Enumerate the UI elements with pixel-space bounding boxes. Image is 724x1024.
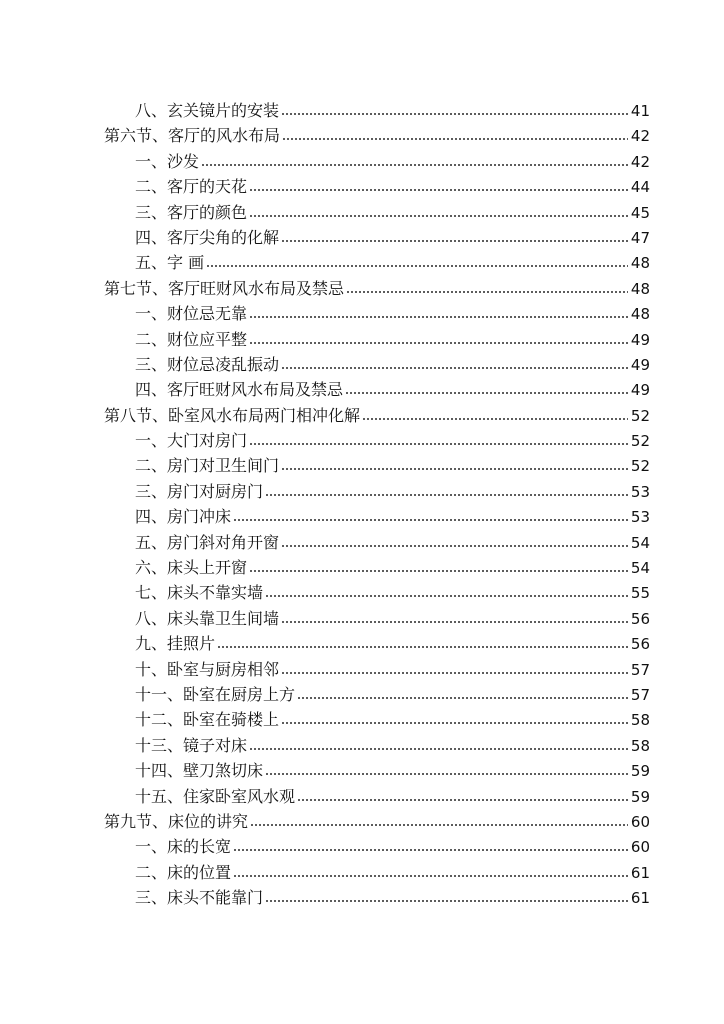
toc-leader-dots [265,772,628,776]
toc-subsection-entry[interactable] [104,301,650,326]
toc-section-entry[interactable] [104,123,650,148]
toc-subsection-entry[interactable] [104,530,650,555]
toc-entry-page-number: 52 [630,406,650,425]
toc-entry-title: 三、财位忌凌乱振动 [135,354,280,374]
toc-subsection-entry[interactable] [104,682,650,707]
toc-entry-page-number: 56 [630,609,650,628]
toc-leader-dots [265,493,628,497]
toc-subsection-entry[interactable] [104,631,650,656]
toc-entry-title: 四、房门冲床 [135,507,232,527]
toc-subsection-entry[interactable] [104,174,650,199]
toc-leader-dots [250,823,628,827]
toc-subsection-entry[interactable] [104,250,650,275]
toc-entry-title: 二、房门对卫生间门 [135,456,280,476]
toc-section-entry[interactable] [104,403,650,428]
toc-leader-dots [206,264,628,268]
toc-entry-title: 第六节、客厅的风水布局 [104,126,281,146]
toc-entry-title: 五、字 画 [135,253,205,273]
toc-entry-page-number: 48 [630,305,650,324]
toc-entry-page-number: 48 [630,279,650,298]
toc-subsection-entry[interactable] [104,657,650,682]
toc-entry-title: 十、卧室与厨房相邻 [135,659,280,679]
toc-subsection-entry[interactable] [104,555,650,580]
toc-subsection-entry[interactable] [104,453,650,478]
toc-entry-page-number: 55 [630,584,650,603]
toc-entry-page-number: 41 [630,102,650,120]
toc-leader-dots [233,848,628,852]
toc-subsection-entry[interactable] [104,504,650,529]
toc-entry-page-number: 56 [630,635,650,654]
toc-entry-title: 十四、壁刀煞切床 [135,761,264,781]
toc-leader-dots [281,620,628,624]
toc-section-entry[interactable] [104,276,650,301]
toc-leader-dots [217,645,628,649]
toc-section-entry[interactable] [104,809,650,834]
toc-entry-title: 二、床的位置 [135,862,232,882]
toc-entry-title: 三、床头不能靠门 [135,888,264,908]
toc-entry-page-number: 49 [630,330,650,349]
toc-subsection-entry[interactable] [104,860,650,885]
toc-subsection-entry[interactable] [104,784,650,809]
toc-entry-title: 第九节、床位的讲究 [104,811,249,831]
toc-entry-title: 八、玄关镜片的安装 [135,101,280,120]
table-of-contents [104,98,650,911]
toc-leader-dots [265,594,628,598]
toc-entry-page-number: 59 [630,787,650,806]
toc-entry-title: 五、房门斜对角开窗 [135,532,280,552]
toc-entry-title: 一、沙发 [135,151,200,171]
toc-entry-title: 四、客厅尖角的化解 [135,227,280,247]
toc-leader-dots [297,696,628,700]
toc-entry-title: 第七节、客厅旺财风水布局及禁忌 [104,278,345,298]
toc-leader-dots [233,518,628,522]
toc-entry-page-number: 54 [630,533,650,552]
toc-entry-title: 四、客厅旺财风水布局及禁忌 [135,380,344,400]
toc-subsection-entry[interactable] [104,327,650,352]
toc-subsection-entry[interactable] [104,377,650,402]
toc-entry-title: 二、客厅的天花 [135,177,248,197]
toc-entry-title: 一、床的长宽 [135,837,232,857]
toc-leader-dots [282,137,628,141]
toc-entry-page-number: 53 [630,508,650,527]
toc-leader-dots [249,442,628,446]
toc-entry-page-number: 60 [630,838,650,857]
toc-entry-page-number: 58 [630,736,650,755]
toc-entry-page-number: 52 [630,432,650,451]
toc-entry-title: 十五、住家卧室风水观 [135,786,296,806]
toc-subsection-entry[interactable] [104,834,650,859]
toc-leader-dots [265,899,628,903]
toc-leader-dots [233,874,628,878]
toc-subsection-entry[interactable] [104,885,650,910]
toc-leader-dots [297,798,628,802]
toc-entry-page-number: 49 [630,355,650,374]
toc-leader-dots [249,341,628,345]
toc-entry-title: 三、客厅的颜色 [135,202,248,222]
toc-leader-dots [281,467,628,471]
toc-entry-page-number: 45 [630,203,650,222]
toc-leader-dots [249,747,628,751]
toc-subsection-entry[interactable] [104,200,650,225]
toc-entry-page-number: 57 [630,685,650,704]
toc-entry-page-number: 42 [630,152,650,171]
toc-entry-title: 九、挂照片 [135,634,216,654]
toc-subsection-entry[interactable] [104,707,650,732]
toc-subsection-entry[interactable] [104,428,650,453]
toc-entry-page-number: 53 [630,482,650,501]
toc-leader-dots [362,417,628,421]
toc-leader-dots [249,569,628,573]
toc-subsection-entry[interactable] [104,149,650,174]
toc-subsection-entry[interactable] [104,580,650,605]
toc-entry-title: 第八节、卧室风水布局两门相冲化解 [104,405,361,425]
toc-entry-page-number: 58 [630,711,650,730]
toc-entry-page-number: 54 [630,559,650,578]
toc-entry-title: 十一、卧室在厨房上方 [135,684,296,704]
toc-subsection-entry[interactable] [104,225,650,250]
toc-leader-dots [249,188,628,192]
toc-subsection-entry[interactable] [104,758,650,783]
toc-entry-page-number: 60 [630,812,650,831]
toc-entry-page-number: 61 [630,863,650,882]
toc-entry-page-number: 44 [630,178,650,197]
toc-entry-page-number: 49 [630,381,650,400]
toc-leader-dots [281,721,628,725]
toc-entry-page-number: 59 [630,762,650,781]
toc-entry-title: 八、床头靠卫生间墙 [135,608,280,628]
toc-entry-page-number: 48 [630,254,650,273]
toc-subsection-entry[interactable] [104,352,650,377]
toc-leader-dots [249,214,628,218]
toc-leader-dots [281,366,628,370]
toc-leader-dots [281,671,628,675]
toc-entry-page-number: 52 [630,457,650,476]
toc-leader-dots [281,112,628,116]
toc-subsection-entry[interactable] [104,733,650,758]
toc-leader-dots [281,239,628,243]
toc-entry-page-number: 61 [630,889,650,908]
toc-entry-page-number: 42 [630,127,650,146]
toc-subsection-entry[interactable] [104,98,650,123]
toc-entry-title: 十三、镜子对床 [135,735,248,755]
toc-entry-page-number: 47 [630,228,650,247]
toc-entry-title: 十二、卧室在骑楼上 [135,710,280,730]
toc-entry-page-number: 57 [630,660,650,679]
toc-entry-title: 七、床头不靠实墙 [135,583,264,603]
toc-leader-dots [201,163,628,167]
toc-leader-dots [346,290,628,294]
toc-entry-title: 六、床头上开窗 [135,558,248,578]
toc-subsection-entry[interactable] [104,606,650,631]
toc-leader-dots [345,391,628,395]
toc-entry-title: 三、房门对厨房门 [135,481,264,501]
toc-entry-title: 二、财位应平整 [135,329,248,349]
toc-leader-dots [281,544,628,548]
toc-entry-title: 一、财位忌无靠 [135,304,248,324]
toc-subsection-entry[interactable] [104,479,650,504]
toc-entry-title: 一、大门对房门 [135,431,248,451]
toc-leader-dots [249,315,628,319]
